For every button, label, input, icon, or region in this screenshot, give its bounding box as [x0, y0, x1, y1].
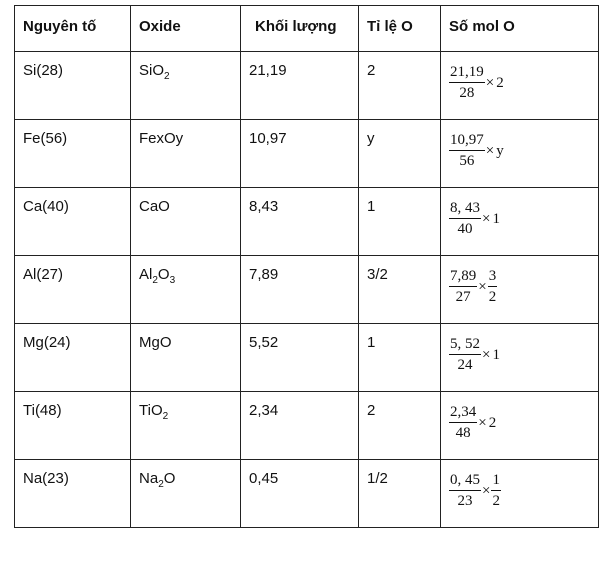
header-row — [15, 6, 599, 52]
oxide-cell — [131, 256, 241, 324]
multiply-sign: × — [485, 74, 495, 91]
mol-cell — [441, 324, 599, 392]
ratio-cell: 2 — [359, 392, 441, 460]
oxide-table — [14, 5, 599, 528]
fraction-denominator: 27 — [455, 289, 471, 305]
mass-cell: 0,45 — [241, 460, 359, 528]
fraction-numerator: 2,34 — [449, 404, 477, 423]
oxide-subscript: 2 — [152, 275, 158, 286]
table-row — [15, 324, 599, 392]
oxygen-factor-fraction — [491, 472, 501, 510]
mol-cell — [441, 460, 599, 528]
mol-formula — [449, 472, 501, 510]
mass-over-molar-fraction — [449, 404, 477, 442]
fraction-numerator: 7,89 — [449, 268, 477, 287]
ratio-cell: y — [359, 120, 441, 188]
element-cell: Na(23) — [15, 460, 131, 528]
mass-over-molar-fraction — [449, 336, 481, 374]
table-row — [15, 52, 599, 120]
fraction-denominator: 48 — [455, 425, 471, 441]
table-row — [15, 460, 599, 528]
multiply-sign: × — [482, 346, 491, 363]
mass-over-molar-fraction — [449, 64, 485, 102]
mol-formula — [449, 336, 501, 374]
fraction-denominator: 23 — [457, 493, 473, 509]
mass-over-molar-fraction — [449, 268, 477, 306]
mass-cell: 2,34 — [241, 392, 359, 460]
fraction-numerator: 3 — [488, 268, 498, 287]
oxygen-factor: 2 — [488, 414, 497, 431]
header-cell: Tỉ lệ O — [359, 6, 441, 52]
mol-formula — [449, 132, 505, 170]
mol-cell — [441, 120, 599, 188]
mol-formula — [449, 404, 497, 442]
fraction-denominator: 24 — [457, 357, 473, 373]
oxide-cell — [131, 120, 241, 188]
oxygen-factor: 1 — [492, 210, 500, 227]
oxygen-factor: y — [496, 142, 504, 159]
mass-cell: 7,89 — [241, 256, 359, 324]
multiply-sign: × — [482, 482, 491, 499]
multiply-sign: × — [478, 414, 487, 431]
element-cell: Si(28) — [15, 52, 131, 120]
header-cell: Oxide — [131, 6, 241, 52]
oxide-cell — [131, 392, 241, 460]
oxide-subscript: 2 — [162, 411, 169, 422]
mol-formula — [449, 268, 497, 306]
mol-formula — [449, 200, 501, 238]
multiply-sign: × — [482, 210, 491, 227]
multiply-sign: × — [478, 278, 487, 295]
fraction-denominator: 2 — [492, 493, 500, 509]
oxide-text: TiO — [139, 402, 163, 419]
oxide-text: Na — [139, 470, 159, 487]
element-cell: Ti(48) — [15, 392, 131, 460]
oxide-text: Al — [139, 266, 153, 283]
fraction-numerator: 5, 52 — [449, 336, 481, 355]
fraction-numerator: 21,19 — [449, 64, 485, 83]
table-row — [15, 256, 599, 324]
multiply-sign: × — [485, 142, 495, 159]
fraction-denominator: 40 — [457, 221, 473, 237]
fraction-numerator: 1 — [491, 472, 501, 491]
oxide-text: O — [157, 266, 170, 283]
mass-cell: 8,43 — [241, 188, 359, 256]
header-cell: Khối lượng — [241, 6, 359, 52]
mol-cell — [441, 256, 599, 324]
oxide-cell — [131, 324, 241, 392]
table-body — [15, 52, 599, 528]
mol-cell — [441, 392, 599, 460]
oxygen-factor-fraction — [488, 268, 498, 306]
fraction-denominator: 2 — [488, 289, 497, 305]
ratio-cell: 2 — [359, 52, 441, 120]
element-cell: Mg(24) — [15, 324, 131, 392]
mol-cell — [441, 52, 599, 120]
mol-cell — [441, 188, 599, 256]
fraction-denominator: 28 — [459, 85, 475, 101]
table-row — [15, 188, 599, 256]
fraction-numerator: 0, 45 — [449, 472, 481, 491]
mass-cell: 10,97 — [241, 120, 359, 188]
mass-over-molar-fraction — [449, 200, 481, 238]
ratio-cell: 3/2 — [359, 256, 441, 324]
table-row — [15, 120, 599, 188]
oxide-text: SiO — [139, 62, 165, 79]
mass-over-molar-fraction — [449, 132, 485, 170]
oxide-subscript: 2 — [158, 479, 164, 490]
ratio-cell: 1/2 — [359, 460, 441, 528]
fraction-denominator: 56 — [459, 153, 475, 169]
ratio-cell: 1 — [359, 188, 441, 256]
oxide-text: O — [163, 470, 176, 487]
fraction-numerator: 8, 43 — [449, 200, 481, 219]
header-cell: Nguyên tố — [15, 6, 131, 52]
table-row — [15, 392, 599, 460]
mass-cell: 5,52 — [241, 324, 359, 392]
oxide-cell — [131, 460, 241, 528]
element-cell: Al(27) — [15, 256, 131, 324]
fraction-numerator: 10,97 — [449, 132, 485, 151]
oxygen-factor: 1 — [492, 346, 500, 363]
oxide-text: FexOy — [139, 130, 184, 147]
element-cell: Ca(40) — [15, 188, 131, 256]
oxide-cell — [131, 188, 241, 256]
mass-cell: 21,19 — [241, 52, 359, 120]
oxide-text: MgO — [139, 334, 172, 351]
header-cell: Số mol O — [441, 6, 599, 52]
mol-formula — [449, 64, 505, 102]
ratio-cell: 1 — [359, 324, 441, 392]
mass-over-molar-fraction — [449, 472, 481, 510]
oxide-text: CaO — [139, 198, 170, 215]
oxide-subscript: 2 — [164, 71, 170, 82]
oxide-cell — [131, 52, 241, 120]
oxygen-factor: 2 — [496, 74, 504, 91]
oxide-subscript: 3 — [169, 275, 176, 286]
element-cell: Fe(56) — [15, 120, 131, 188]
